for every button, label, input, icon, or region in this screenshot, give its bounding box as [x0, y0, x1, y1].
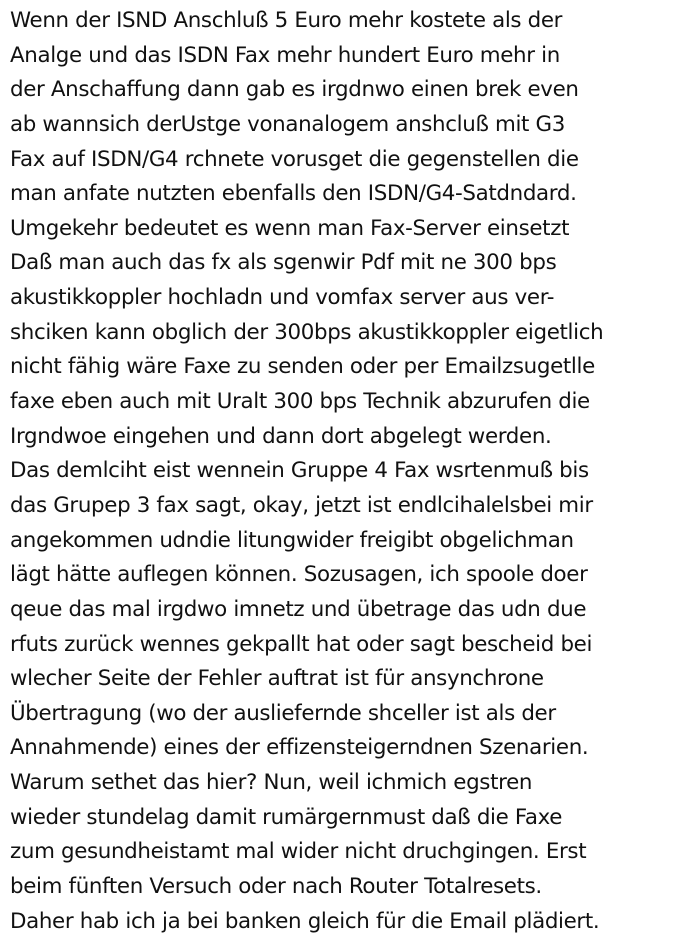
text-line: Übertragung (wo der ausliefernde shceller ist als der [10, 700, 556, 726]
text-line: Irgndwoe eingehen und dann dort abgelegt werden. [10, 423, 552, 449]
text-line: wlecher Seite der Fehler auftrat ist für ansynchrone [10, 666, 544, 692]
text-line: faxe eben auch mit Uralt 300 bps Technik abzurufen die [10, 389, 590, 415]
text-line: beim fünften Versuch oder nach Router Totalresets. [10, 874, 542, 900]
text-line: Daher hab ich ja bei banken gleich für die Email plädiert. [10, 908, 600, 934]
text-line: Wenn der ISND Anschluß 5 Euro mehr kostete als der [10, 8, 563, 33]
text-line: man anfate nutzten ebenfalls den ISDN/G4-Satdndard. [10, 181, 577, 207]
text-line: Fax auf ISDN/G4 rchnete vorusget die gegenstellen die [10, 146, 579, 172]
text-line: Warum sethet das hier? Nun, weil ichmich egstren [10, 770, 533, 796]
text-line: Annahmende) eines der effizensteigerndnen Szenarien. [10, 735, 589, 761]
text-line: akustikkoppler hochladn und vomfax server aus ver- [10, 285, 555, 311]
text-line: der Anschaffung dann gab es irgdnwo einen brek even [10, 77, 579, 103]
text-line: angekommen udndie litungwider freigibt obgelichman [10, 527, 574, 553]
text-line: Das demlciht eist wennein Gruppe 4 Fax wsrtenmuß bis [10, 458, 589, 484]
text-line: Umgekehr bedeutet es wenn man Fax-Server einsetzt [10, 215, 570, 241]
text-line: qeue das mal irgdwo imnetz und übetrage das udn due [10, 596, 587, 622]
text-line: das Grupep 3 fax sagt, okay, jetzt ist endlcihalelsbei mir [10, 492, 593, 518]
text-line: rfuts zurück wennes gekpallt hat oder sagt bescheid bei [10, 631, 593, 657]
body-text [10, 4, 682, 939]
text-line: wieder stundelag damit rumärgernmust daß die Faxe [10, 804, 563, 830]
text-line: ab wannsich derUstge vonanalogem anshcluß mit G3 [10, 111, 566, 137]
text-line: zum gesundheistamt mal wider nicht druchgingen. Erst [10, 839, 587, 865]
text-line: Daß man auch das fx als sgenwir Pdf mit ne 300 bps [10, 250, 557, 276]
text-line: nicht fähig wäre Faxe zu senden oder per Emailzsugetlle [10, 354, 595, 380]
text-line: Analge und das ISDN Fax mehr hundert Euro mehr in [10, 42, 560, 68]
text-line: shciken kann obglich der 300bps akustikkoppler eigetlich [10, 319, 604, 345]
text-line: lägt hätte auflegen können. Sozusagen, ich spoole doer [10, 562, 588, 588]
